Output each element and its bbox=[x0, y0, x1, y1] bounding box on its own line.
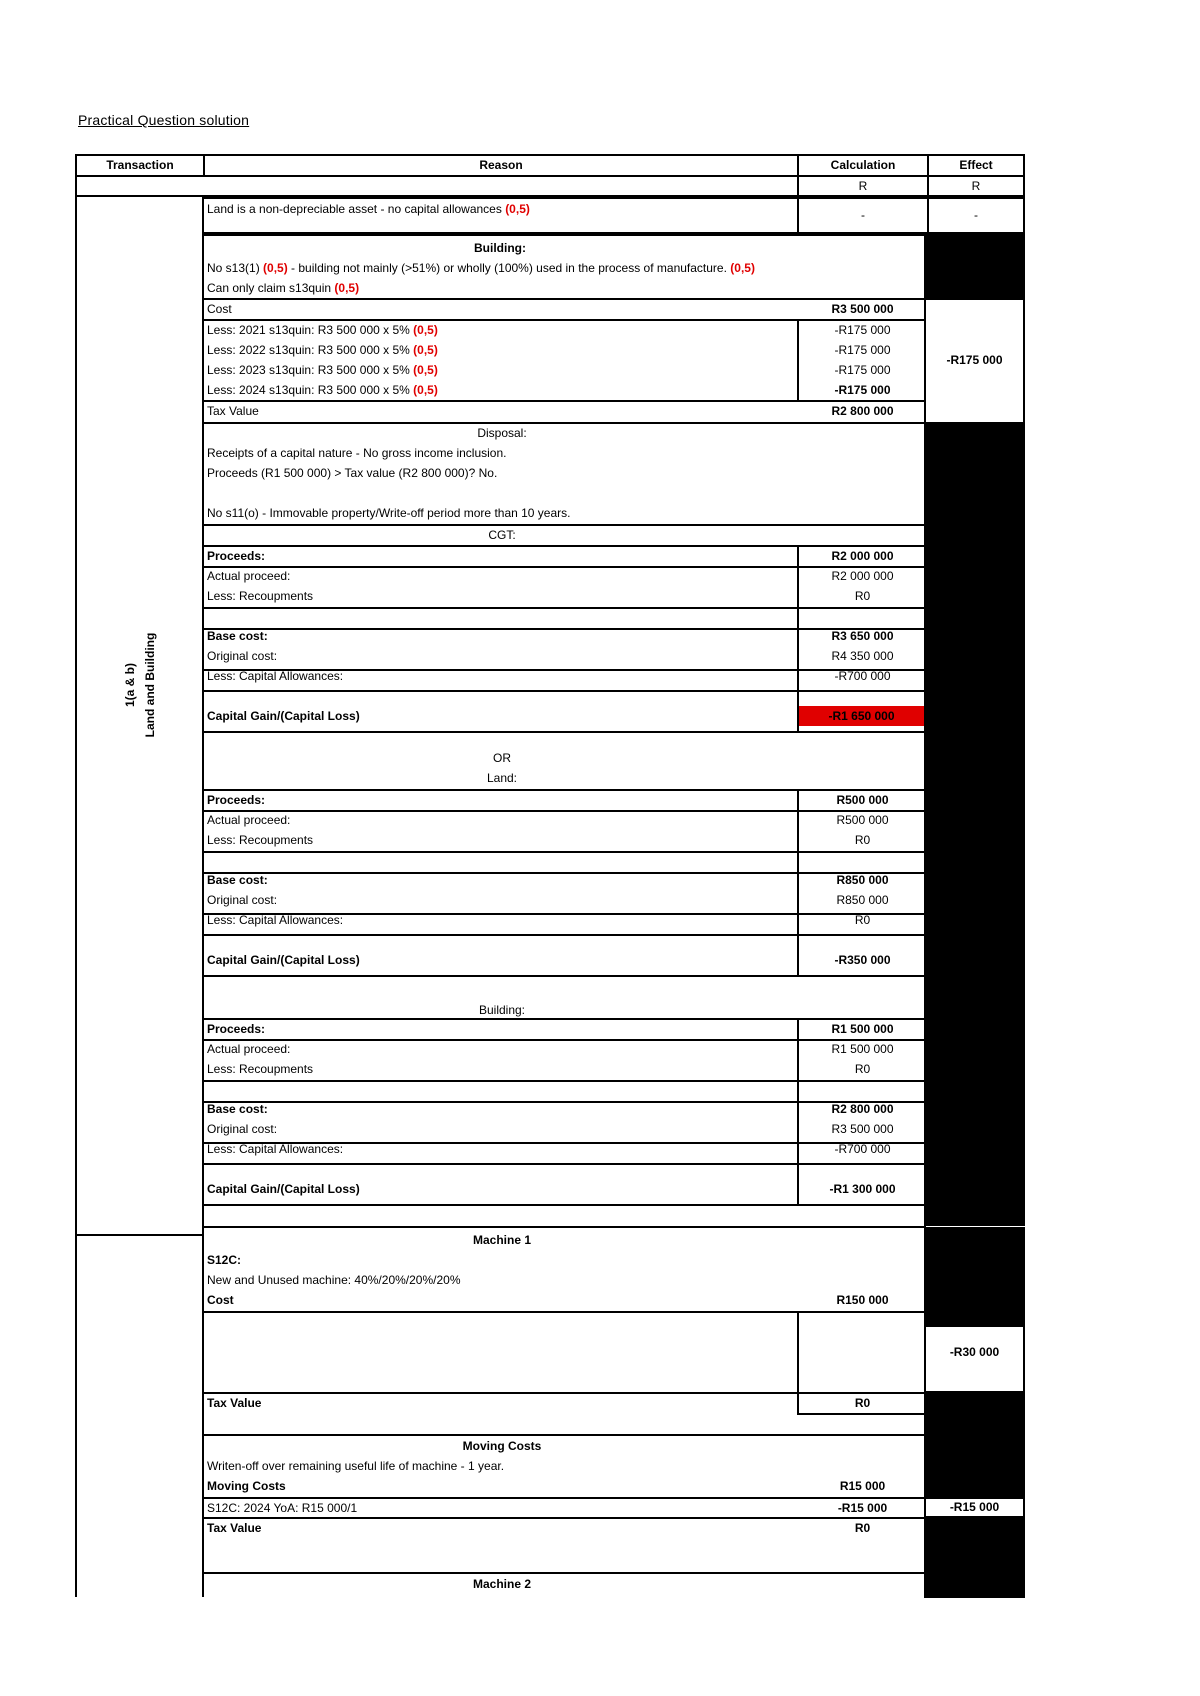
transaction-col-left-2 bbox=[75, 1234, 77, 1597]
building-cost-value: R3 500 000 bbox=[831, 302, 894, 316]
cgt-proceeds-label: Proceeds: bbox=[207, 549, 266, 563]
building-row-value: -R175 000 bbox=[834, 383, 891, 397]
building_cgt-proceeds-label: Proceeds: bbox=[207, 1022, 266, 1036]
building-mark-2: (0,5) bbox=[730, 261, 755, 275]
building-line2 bbox=[207, 278, 927, 298]
units-row-left bbox=[75, 175, 799, 197]
moving-heading: Moving Costs bbox=[462, 1439, 542, 1453]
building-row-text: Less: 2023 s13quin: R3 500 000 x 5% bbox=[207, 363, 414, 377]
machine1-rows-top bbox=[202, 1311, 926, 1313]
moving-tax-value: R0 bbox=[854, 1521, 871, 1535]
machine1-cost-value: R150 000 bbox=[836, 1293, 889, 1307]
building-cgt-heading: Building: bbox=[478, 1003, 526, 1017]
building_cgt-base-value: R2 800 000 bbox=[831, 1102, 894, 1116]
cgt-recoup-label: Less: Recoupments bbox=[207, 589, 314, 603]
block-line bbox=[202, 1204, 926, 1206]
machine-top-line bbox=[202, 1226, 926, 1228]
machine1-tax-label: Tax Value bbox=[207, 1396, 262, 1410]
machine1-tax-value: R0 bbox=[854, 1396, 871, 1410]
or_section-actual-label: Actual proceed: bbox=[207, 813, 291, 827]
building_cgt-recoup-value: R0 bbox=[854, 1062, 871, 1076]
building-heading: Building: bbox=[474, 241, 526, 255]
cgt-allow-label: Less: Capital Allowances: bbox=[207, 669, 344, 683]
moving-cost-label: Moving Costs bbox=[207, 1479, 286, 1493]
building-cost-label: Cost bbox=[207, 302, 232, 316]
block-line bbox=[202, 690, 926, 692]
building_cgt-actual-value: R1 500 000 bbox=[831, 1042, 894, 1056]
building-tax-label: Tax Value bbox=[207, 404, 259, 418]
cgt-proceeds-value: R2 000 000 bbox=[831, 549, 894, 563]
effect-black-4 bbox=[924, 1392, 1025, 1512]
page-title: Practical Question solution bbox=[78, 112, 250, 128]
transaction-divider bbox=[75, 1234, 203, 1236]
building_cgt-base-label: Base cost: bbox=[207, 1102, 268, 1116]
building-line1 bbox=[207, 258, 927, 278]
building-row-text: Less: 2022 s13quin: R3 500 000 x 5% bbox=[207, 343, 414, 357]
block-line bbox=[202, 1080, 926, 1082]
or_section-proceeds-label: Proceeds: bbox=[207, 793, 266, 807]
building_cgt-actual-label: Actual proceed: bbox=[207, 1042, 291, 1056]
or_section-gain-label: Capital Gain/(Capital Loss) bbox=[207, 953, 360, 967]
machine1-desc: New and Unused machine: 40%/20%/20%/20% bbox=[207, 1273, 461, 1287]
cgt-gain-value: -R1 650 000 bbox=[799, 706, 924, 726]
building-row-mark: (0,5) bbox=[413, 383, 438, 397]
cgt-recoup-value: R0 bbox=[854, 589, 871, 603]
building-row-text: Less: 2024 s13quin: R3 500 000 x 5% bbox=[207, 383, 414, 397]
block-line bbox=[202, 934, 926, 936]
unit-calc: R bbox=[858, 179, 868, 193]
land-text-main: Land is a non-depreciable asset - no capital allowances bbox=[207, 202, 506, 216]
machine2-heading: Machine 2 bbox=[472, 1577, 532, 1591]
land-mark: (0,5) bbox=[505, 202, 530, 216]
cgt-orig-value: R4 350 000 bbox=[831, 649, 894, 663]
or_section-allow-value: R0 bbox=[854, 913, 871, 927]
transaction-col-right bbox=[202, 197, 204, 1597]
building-tax-value: R2 800 000 bbox=[831, 404, 894, 418]
disposal-line1: Receipts of a capital nature - No gross income inclusion. bbox=[207, 446, 507, 460]
cgt-base-label: Base cost: bbox=[207, 629, 268, 643]
or-label: OR bbox=[493, 751, 511, 765]
effect-black-2 bbox=[925, 424, 1025, 1226]
building_cgt-recoup-label: Less: Recoupments bbox=[207, 1062, 314, 1076]
moving-cost-value: R15 000 bbox=[839, 1479, 886, 1493]
building_cgt-orig-label: Original cost: bbox=[207, 1122, 278, 1136]
transaction-label bbox=[80, 560, 200, 810]
moving-desc: Writen-off over remaining useful life of machine - 1 year. bbox=[207, 1459, 505, 1473]
or_section-base-value: R850 000 bbox=[836, 873, 889, 887]
cgt-gain-label: Capital Gain/(Capital Loss) bbox=[207, 709, 360, 723]
moving-tax-label: Tax Value bbox=[207, 1521, 262, 1535]
building-mark-1: (0,5) bbox=[263, 261, 288, 275]
building-line1-b: - building not mainly (>51%) or wholly (100%) used in the process of manufacture. bbox=[287, 261, 731, 275]
cgt-orig-label: Original cost: bbox=[207, 649, 278, 663]
or_section-allow-label: Less: Capital Allowances: bbox=[207, 913, 344, 927]
or_section-orig-value: R850 000 bbox=[836, 893, 889, 907]
building-row-value: -R175 000 bbox=[834, 323, 891, 337]
building-row-mark: (0,5) bbox=[413, 323, 438, 337]
building_cgt-gain-value: -R1 300 000 bbox=[829, 1182, 896, 1196]
machine1-s12c: S12C: bbox=[207, 1253, 242, 1267]
header-calculation: Calculation bbox=[830, 158, 896, 172]
or_section-proceeds-value: R500 000 bbox=[836, 793, 889, 807]
cgt-actual-label: Actual proceed: bbox=[207, 569, 291, 583]
building_cgt-proceeds-value: R1 500 000 bbox=[831, 1022, 894, 1036]
building-row-mark: (0,5) bbox=[413, 363, 438, 377]
disposal-line2: Proceeds (R1 500 000) > Tax value (R2 800 000)? No. bbox=[207, 466, 498, 480]
building-line1-a: No s13(1) bbox=[207, 261, 264, 275]
block-line bbox=[202, 1163, 926, 1165]
moving-row-text: S12C: 2024 YoA: R15 000/1 bbox=[207, 1501, 358, 1515]
building_cgt-orig-value: R3 500 000 bbox=[831, 1122, 894, 1136]
machine1-tax-cell bbox=[797, 1392, 926, 1415]
building_cgt-gain-label: Capital Gain/(Capital Loss) bbox=[207, 1182, 360, 1196]
land-calc: - bbox=[861, 208, 865, 222]
disposal-line3: No s11(o) - Immovable property/Write-off period more than 10 years. bbox=[207, 506, 571, 520]
transaction-col-left bbox=[75, 197, 77, 1237]
or_section-base-label: Base cost: bbox=[207, 873, 268, 887]
disposal-heading: Disposal: bbox=[477, 426, 527, 440]
or_section-recoup-value: R0 bbox=[854, 833, 871, 847]
building-row-text: Less: 2021 s13quin: R3 500 000 x 5% bbox=[207, 323, 414, 337]
or-land-heading: Land: bbox=[486, 771, 518, 785]
effect-black-1 bbox=[925, 234, 1025, 300]
block-line bbox=[202, 851, 926, 853]
header-effect: Effect bbox=[959, 158, 993, 172]
moving-row-value: -R15 000 bbox=[837, 1501, 888, 1515]
transaction-label-line1: 1(a & b) bbox=[123, 663, 137, 708]
land-effect: - bbox=[974, 208, 978, 222]
unit-effect: R bbox=[971, 179, 981, 193]
building-top-line bbox=[202, 234, 926, 236]
block-line bbox=[202, 975, 926, 977]
cgt-allow-value: -R700 000 bbox=[834, 669, 891, 683]
machine1-heading: Machine 1 bbox=[472, 1233, 532, 1247]
building-effect: -R175 000 bbox=[946, 353, 1003, 367]
building_cgt-allow-label: Less: Capital Allowances: bbox=[207, 1142, 344, 1156]
cgt-base-value: R3 650 000 bbox=[831, 629, 894, 643]
or_section-orig-label: Original cost: bbox=[207, 893, 278, 907]
transaction-label-line2: Land and Building bbox=[143, 632, 157, 738]
header-reason: Reason bbox=[479, 158, 523, 172]
building-line2-a: Can only claim s13quin bbox=[207, 281, 335, 295]
or_section-recoup-label: Less: Recoupments bbox=[207, 833, 314, 847]
or_section-actual-value: R500 000 bbox=[836, 813, 889, 827]
building-row-value: -R175 000 bbox=[834, 343, 891, 357]
building-row-mark: (0,5) bbox=[413, 343, 438, 357]
machine1-cost-label: Cost bbox=[207, 1293, 234, 1307]
or-top bbox=[202, 731, 926, 733]
cgt-actual-value: R2 000 000 bbox=[831, 569, 894, 583]
building-mark-3: (0,5) bbox=[334, 281, 360, 295]
building_cgt-allow-value: -R700 000 bbox=[834, 1142, 891, 1156]
machine1-effect: -R30 000 bbox=[949, 1345, 1000, 1359]
moving-effect: -R15 000 bbox=[949, 1500, 1000, 1514]
cgt-heading: CGT: bbox=[488, 528, 516, 542]
effect-black-5 bbox=[924, 1518, 1025, 1598]
building-row-value: -R175 000 bbox=[834, 363, 891, 377]
header-transaction: Transaction bbox=[106, 158, 174, 172]
block-line bbox=[202, 607, 926, 609]
or_section-gain-value: -R350 000 bbox=[834, 953, 891, 967]
